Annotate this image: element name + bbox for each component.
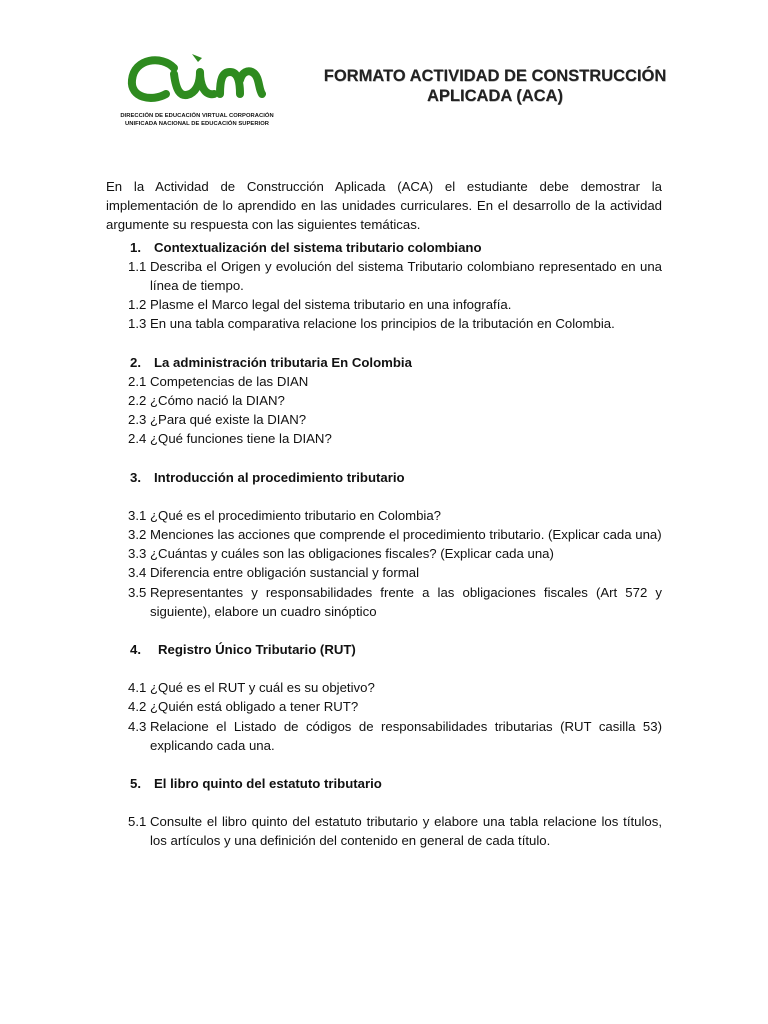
item-code: 3.2 xyxy=(128,527,147,543)
section-heading-5 xyxy=(106,774,662,793)
section-heading-2 xyxy=(106,353,662,372)
section-number: 5. xyxy=(130,776,141,792)
section-number: 3. xyxy=(130,469,141,485)
list-item xyxy=(106,697,662,716)
list-item xyxy=(106,372,662,391)
list-item xyxy=(106,544,662,563)
document-title-line-2: APLICADA (ACA) xyxy=(427,87,563,105)
list-item xyxy=(106,506,662,525)
item-code: 2.3 xyxy=(128,412,147,428)
section-title: Contextualización del sistema tributario colombiano xyxy=(154,239,482,255)
section-heading-1 xyxy=(106,238,662,257)
list-item xyxy=(106,717,662,755)
spacer xyxy=(106,487,662,506)
list-item xyxy=(106,410,662,429)
list-item xyxy=(106,812,662,850)
list-item xyxy=(106,429,662,448)
item-code: 1.2 xyxy=(128,297,147,313)
item-code: 3.1 xyxy=(128,507,147,523)
cun-logo-text: cun xyxy=(197,84,199,85)
item-code: 1.1 xyxy=(128,258,147,274)
item-code: 3.4 xyxy=(128,565,147,581)
item-code: 2.2 xyxy=(128,393,147,409)
list-item xyxy=(106,314,662,333)
item-code: 3.5 xyxy=(128,584,147,600)
item-code: 4.1 xyxy=(128,680,147,696)
item-code: 4.2 xyxy=(128,699,147,715)
section-heading-4 xyxy=(106,640,662,659)
spacer xyxy=(106,659,662,678)
item-text: Diferencia entre obligación sustancial y formal xyxy=(150,565,420,581)
item-text: Consulte el libro quinto del estatuto tributario y elabore una tabla relacione los títulos, los artículos y una definición del contenido en general de cada título. xyxy=(150,814,662,849)
section-number: 2. xyxy=(130,354,141,370)
item-code: 1.3 xyxy=(128,316,147,332)
spacer xyxy=(106,755,662,774)
item-text: Competencias de las DIAN xyxy=(150,373,309,389)
list-item xyxy=(106,257,662,295)
spacer xyxy=(106,793,662,812)
logo-subtitle-line-2: UNIFICADA NACIONAL DE EDUCACIÓN SUPERIOR xyxy=(124,121,270,127)
item-text: ¿Cuántas y cuáles son las obligaciones fiscales? (Explicar cada una) xyxy=(150,546,554,562)
item-text: ¿Qué funciones tiene la DIAN? xyxy=(150,431,332,447)
item-code: 5.1 xyxy=(128,814,147,830)
item-text: Menciones las acciones que comprende el procedimiento tributario. (Explicar cada una) xyxy=(150,527,662,543)
item-text: ¿Para qué existe la DIAN? xyxy=(150,412,307,428)
document-title xyxy=(300,66,690,106)
section-title: Registro Único Tributario (RUT) xyxy=(158,642,356,658)
document-title-line-1: FORMATO ACTIVIDAD DE CONSTRUCCIÓN xyxy=(323,67,667,85)
item-code: 4.3 xyxy=(128,718,147,734)
section-title: La administración tributaria En Colombia xyxy=(154,354,412,370)
spacer xyxy=(106,449,662,468)
item-text: Representantes y responsabilidades frente a las obligaciones fiscales (Art 572 y siguiente), elabore un cuadro sinóptico xyxy=(150,584,662,619)
list-item xyxy=(106,525,662,544)
item-text: ¿Qué es el procedimiento tributario en Colombia? xyxy=(150,507,442,523)
section-title: Introducción al procedimiento tributario xyxy=(154,469,405,485)
item-text: Relacione el Listado de códigos de responsabilidades tributarias (RUT casilla 53) explicando cada una. xyxy=(150,718,662,753)
list-item xyxy=(106,583,662,621)
logo-subtitle-line-1: DIRECCIÓN DE EDUCACIÓN VIRTUAL CORPORACIÓN xyxy=(120,113,274,119)
item-text: Plasme el Marco legal del sistema tributario en una infografía. xyxy=(150,297,512,313)
item-text: ¿Qué es el RUT y cuál es su objetivo? xyxy=(150,680,375,696)
document-body xyxy=(106,177,662,851)
section-number: 1. xyxy=(130,239,141,255)
item-text: Describa el Origen y evolución del sistema Tributario colombiano representado en una línea de tiempo. xyxy=(150,258,662,294)
item-code: 3.3 xyxy=(128,546,147,562)
spacer xyxy=(106,621,662,640)
list-item xyxy=(106,678,662,697)
item-text: ¿Quién está obligado a tener RUT? xyxy=(150,699,359,715)
item-code: 2.4 xyxy=(128,431,147,447)
cun-logo-mark xyxy=(122,50,272,108)
section-heading-3 xyxy=(106,468,662,487)
list-item xyxy=(106,295,662,314)
list-item xyxy=(106,391,662,410)
intro-paragraph: En la Actividad de Construcción Aplicada (ACA) el estudiante debe demostrar la implementación de lo aprendido en las unidades curriculares. En el desarrollo de la actividad argumente su respuesta con las siguientes temáticas. xyxy=(106,179,662,233)
section-number: 4. xyxy=(130,642,141,658)
cun-logo xyxy=(112,50,282,132)
item-text: ¿Cómo nació la DIAN? xyxy=(150,393,285,409)
spacer xyxy=(106,334,662,353)
item-text: En una tabla comparativa relacione los principios de la tributación en Colombia. xyxy=(150,316,615,332)
item-code: 2.1 xyxy=(128,373,147,389)
section-title: El libro quinto del estatuto tributario xyxy=(154,776,382,792)
list-item xyxy=(106,563,662,582)
